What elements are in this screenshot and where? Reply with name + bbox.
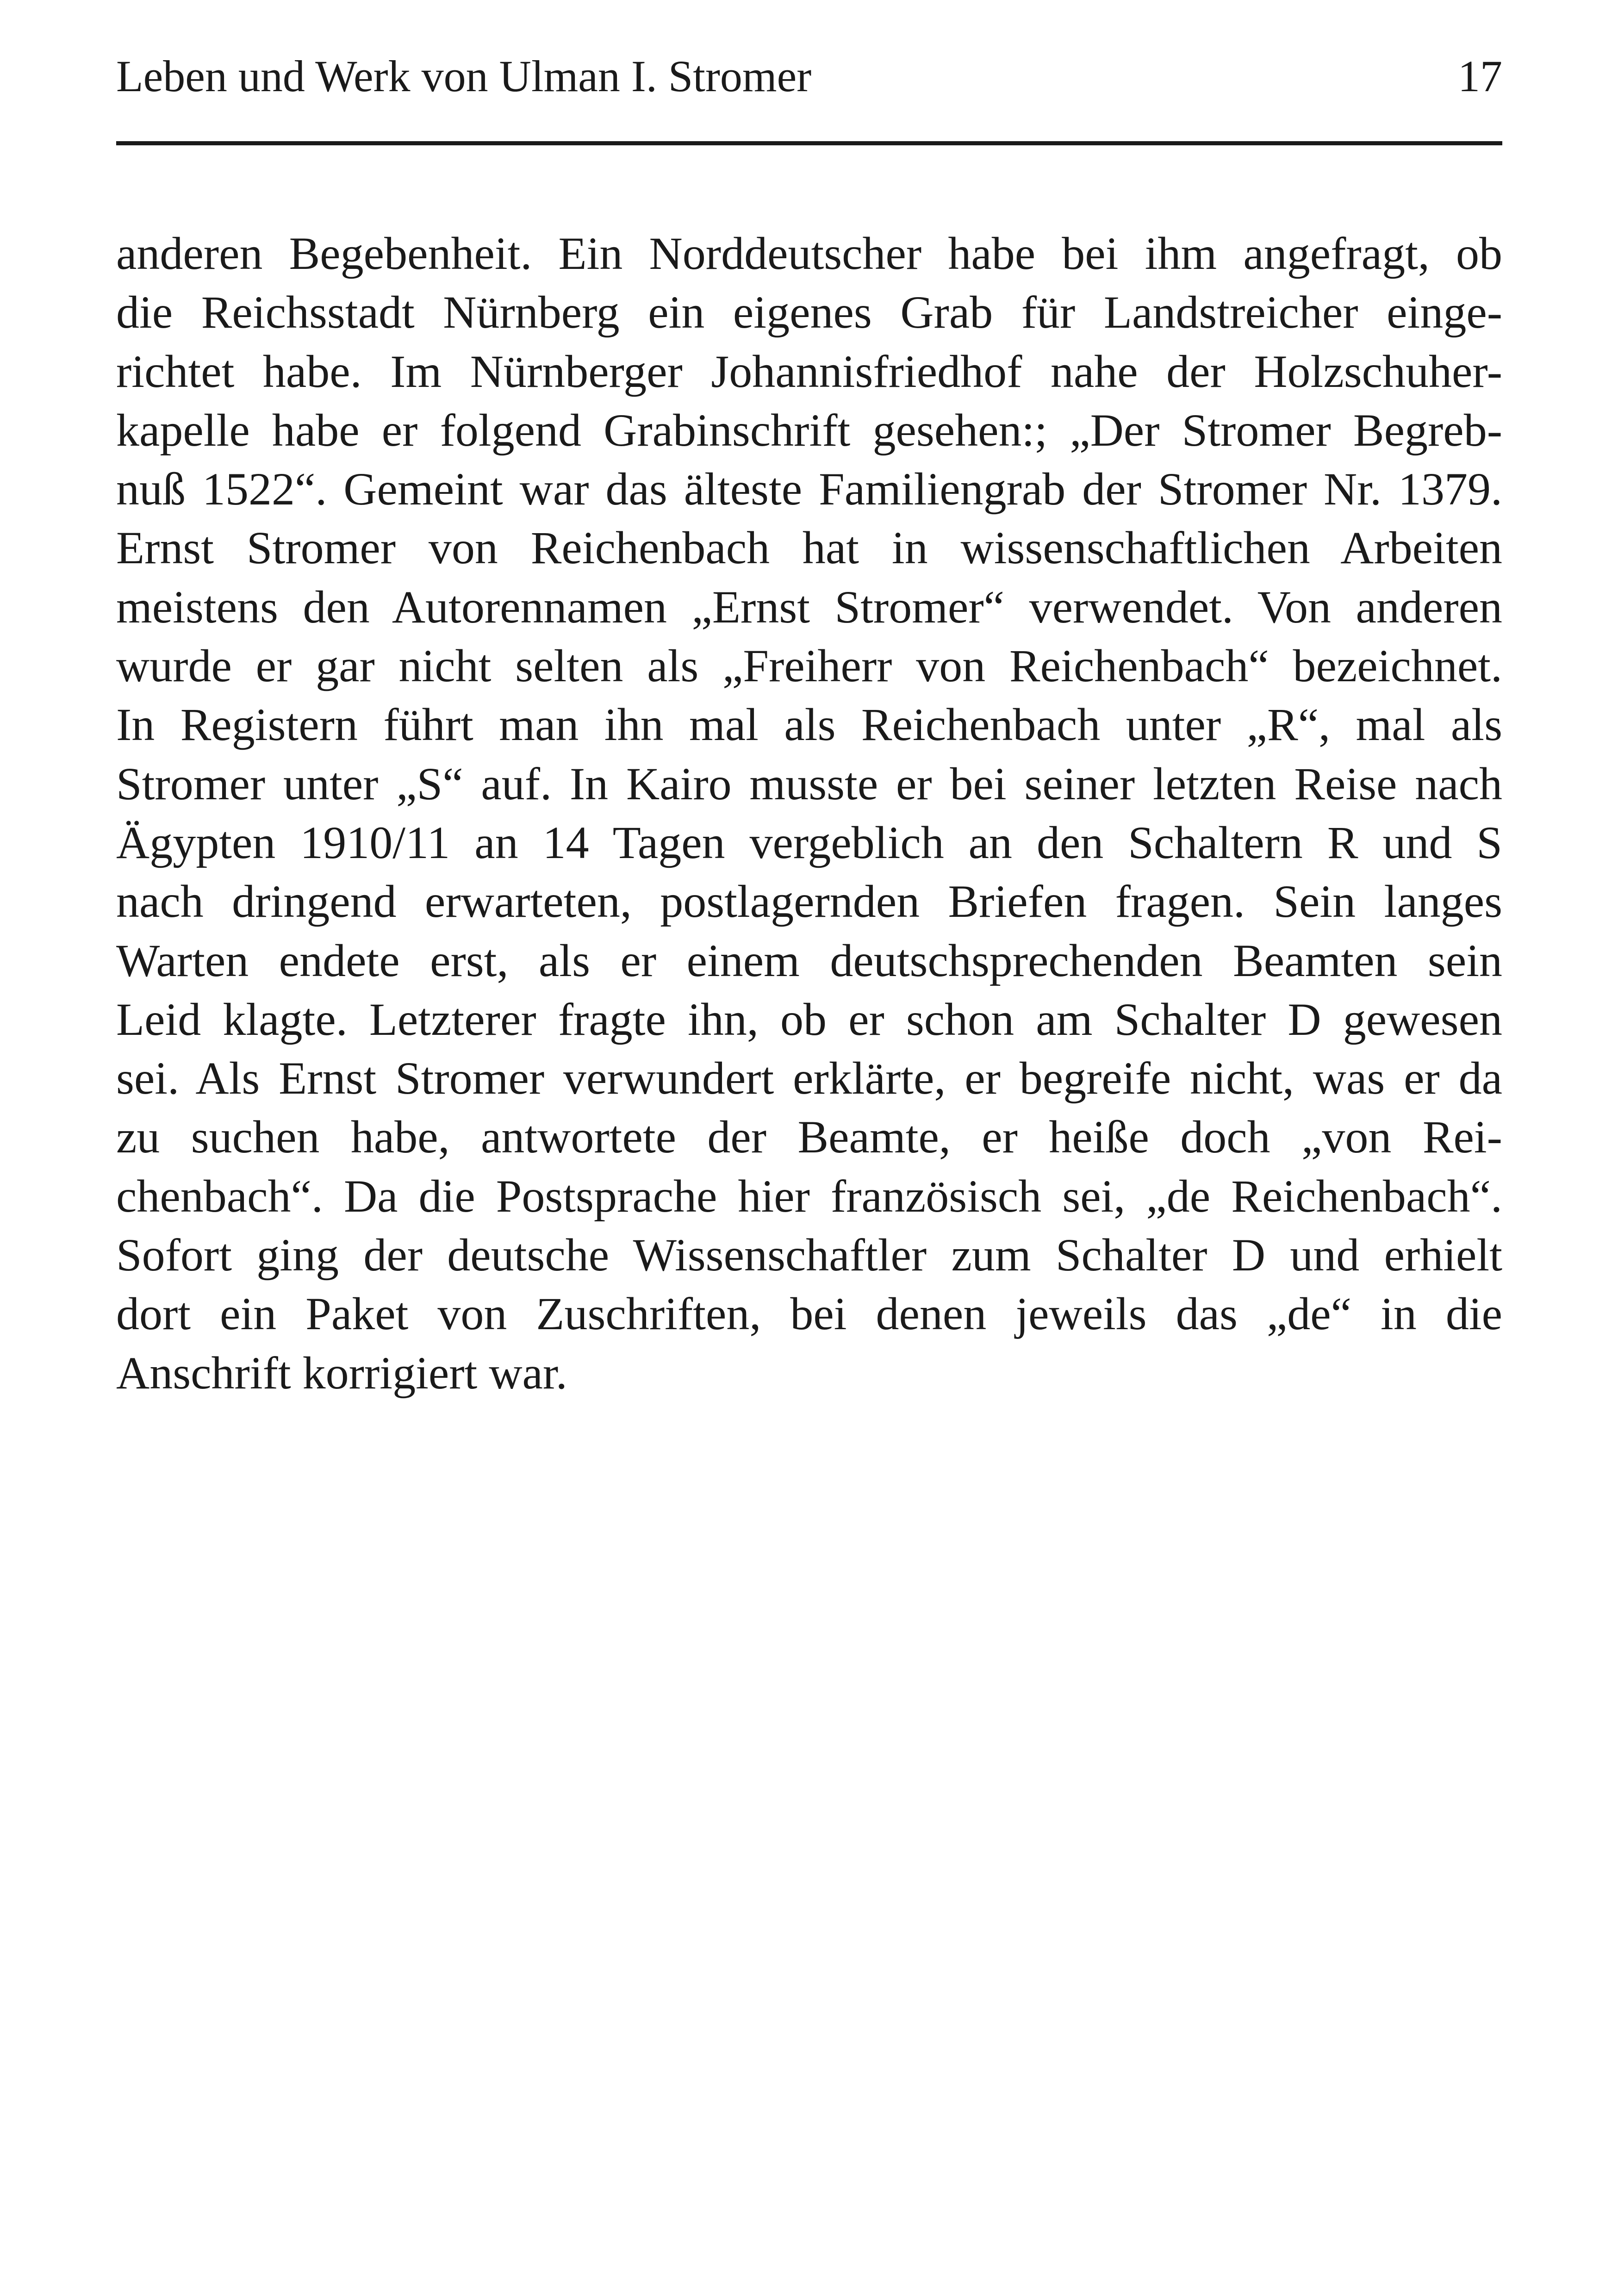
text-line: In Registern führt man ihn mal als Reichenbach unter „R“, mal als: [116, 699, 1502, 751]
text-line: Anschrift korrigiert war.: [116, 1347, 567, 1399]
text-line: kapelle habe er folgend Grabinschrift gesehen:; „Der Stromer Begreb-: [116, 404, 1502, 456]
text-line: zu suchen habe, antwortete der Beamte, er heiße doch „von Rei-: [116, 1111, 1502, 1163]
text-line: richtet habe. Im Nürnberger Johannisfriedhof nahe der Holzschuher-: [116, 345, 1502, 397]
running-title: Leben und Werk von Ulman I. Stromer: [116, 51, 812, 101]
text-line: nuß 1522“. Gemeint war das älteste Familiengrab der Stromer Nr. 1379.: [116, 463, 1502, 515]
text-line: Sofort ging der deutsche Wissenschaftler zum Schalter D und erhielt: [116, 1229, 1502, 1281]
text-line: wurde er gar nicht selten als „Freiherr von Reichenbach“ bezeichnet.: [116, 640, 1502, 692]
text-line: meistens den Autorennamen „Ernst Stromer“ verwendet. Von anderen: [116, 581, 1502, 633]
text-line: dort ein Paket von Zuschriften, bei denen jeweils das „de“ in die: [116, 1288, 1502, 1340]
running-header: [116, 46, 1502, 106]
text-line: die Reichsstadt Nürnberg ein eigenes Grab für Landstreicher einge-: [116, 286, 1502, 338]
text-line: Ernst Stromer von Reichenbach hat in wissenschaftlichen Arbeiten: [116, 522, 1502, 574]
text-line: Stromer unter „S“ auf. In Kairo musste er bei seiner letzten Reise nach: [116, 758, 1502, 809]
body-paragraph: [116, 224, 1502, 1402]
text-line: nach dringend erwarteten, postlagernden Briefen fragen. Sein langes: [116, 876, 1502, 927]
text-line: anderen Begebenheit. Ein Norddeutscher habe bei ihm angefragt, ob: [116, 228, 1502, 279]
text-line: sei. Als Ernst Stromer verwundert erklärte, er begreife nicht, was er da: [116, 1052, 1502, 1104]
text-line: Ägypten 1910/11 an 14 Tagen vergeblich an den Schaltern R und S: [116, 816, 1502, 868]
page-number: 17: [1458, 51, 1502, 101]
text-line: chenbach“. Da die Postsprache hier französisch sei, „de Reichenbach“.: [116, 1170, 1502, 1222]
text-line: Warten endete erst, als er einem deutschsprechenden Beamten sein: [116, 934, 1502, 986]
text-line: Leid klagte. Letzterer fragte ihn, ob er schon am Schalter D gewesen: [116, 993, 1502, 1045]
header-divider: [116, 141, 1502, 145]
